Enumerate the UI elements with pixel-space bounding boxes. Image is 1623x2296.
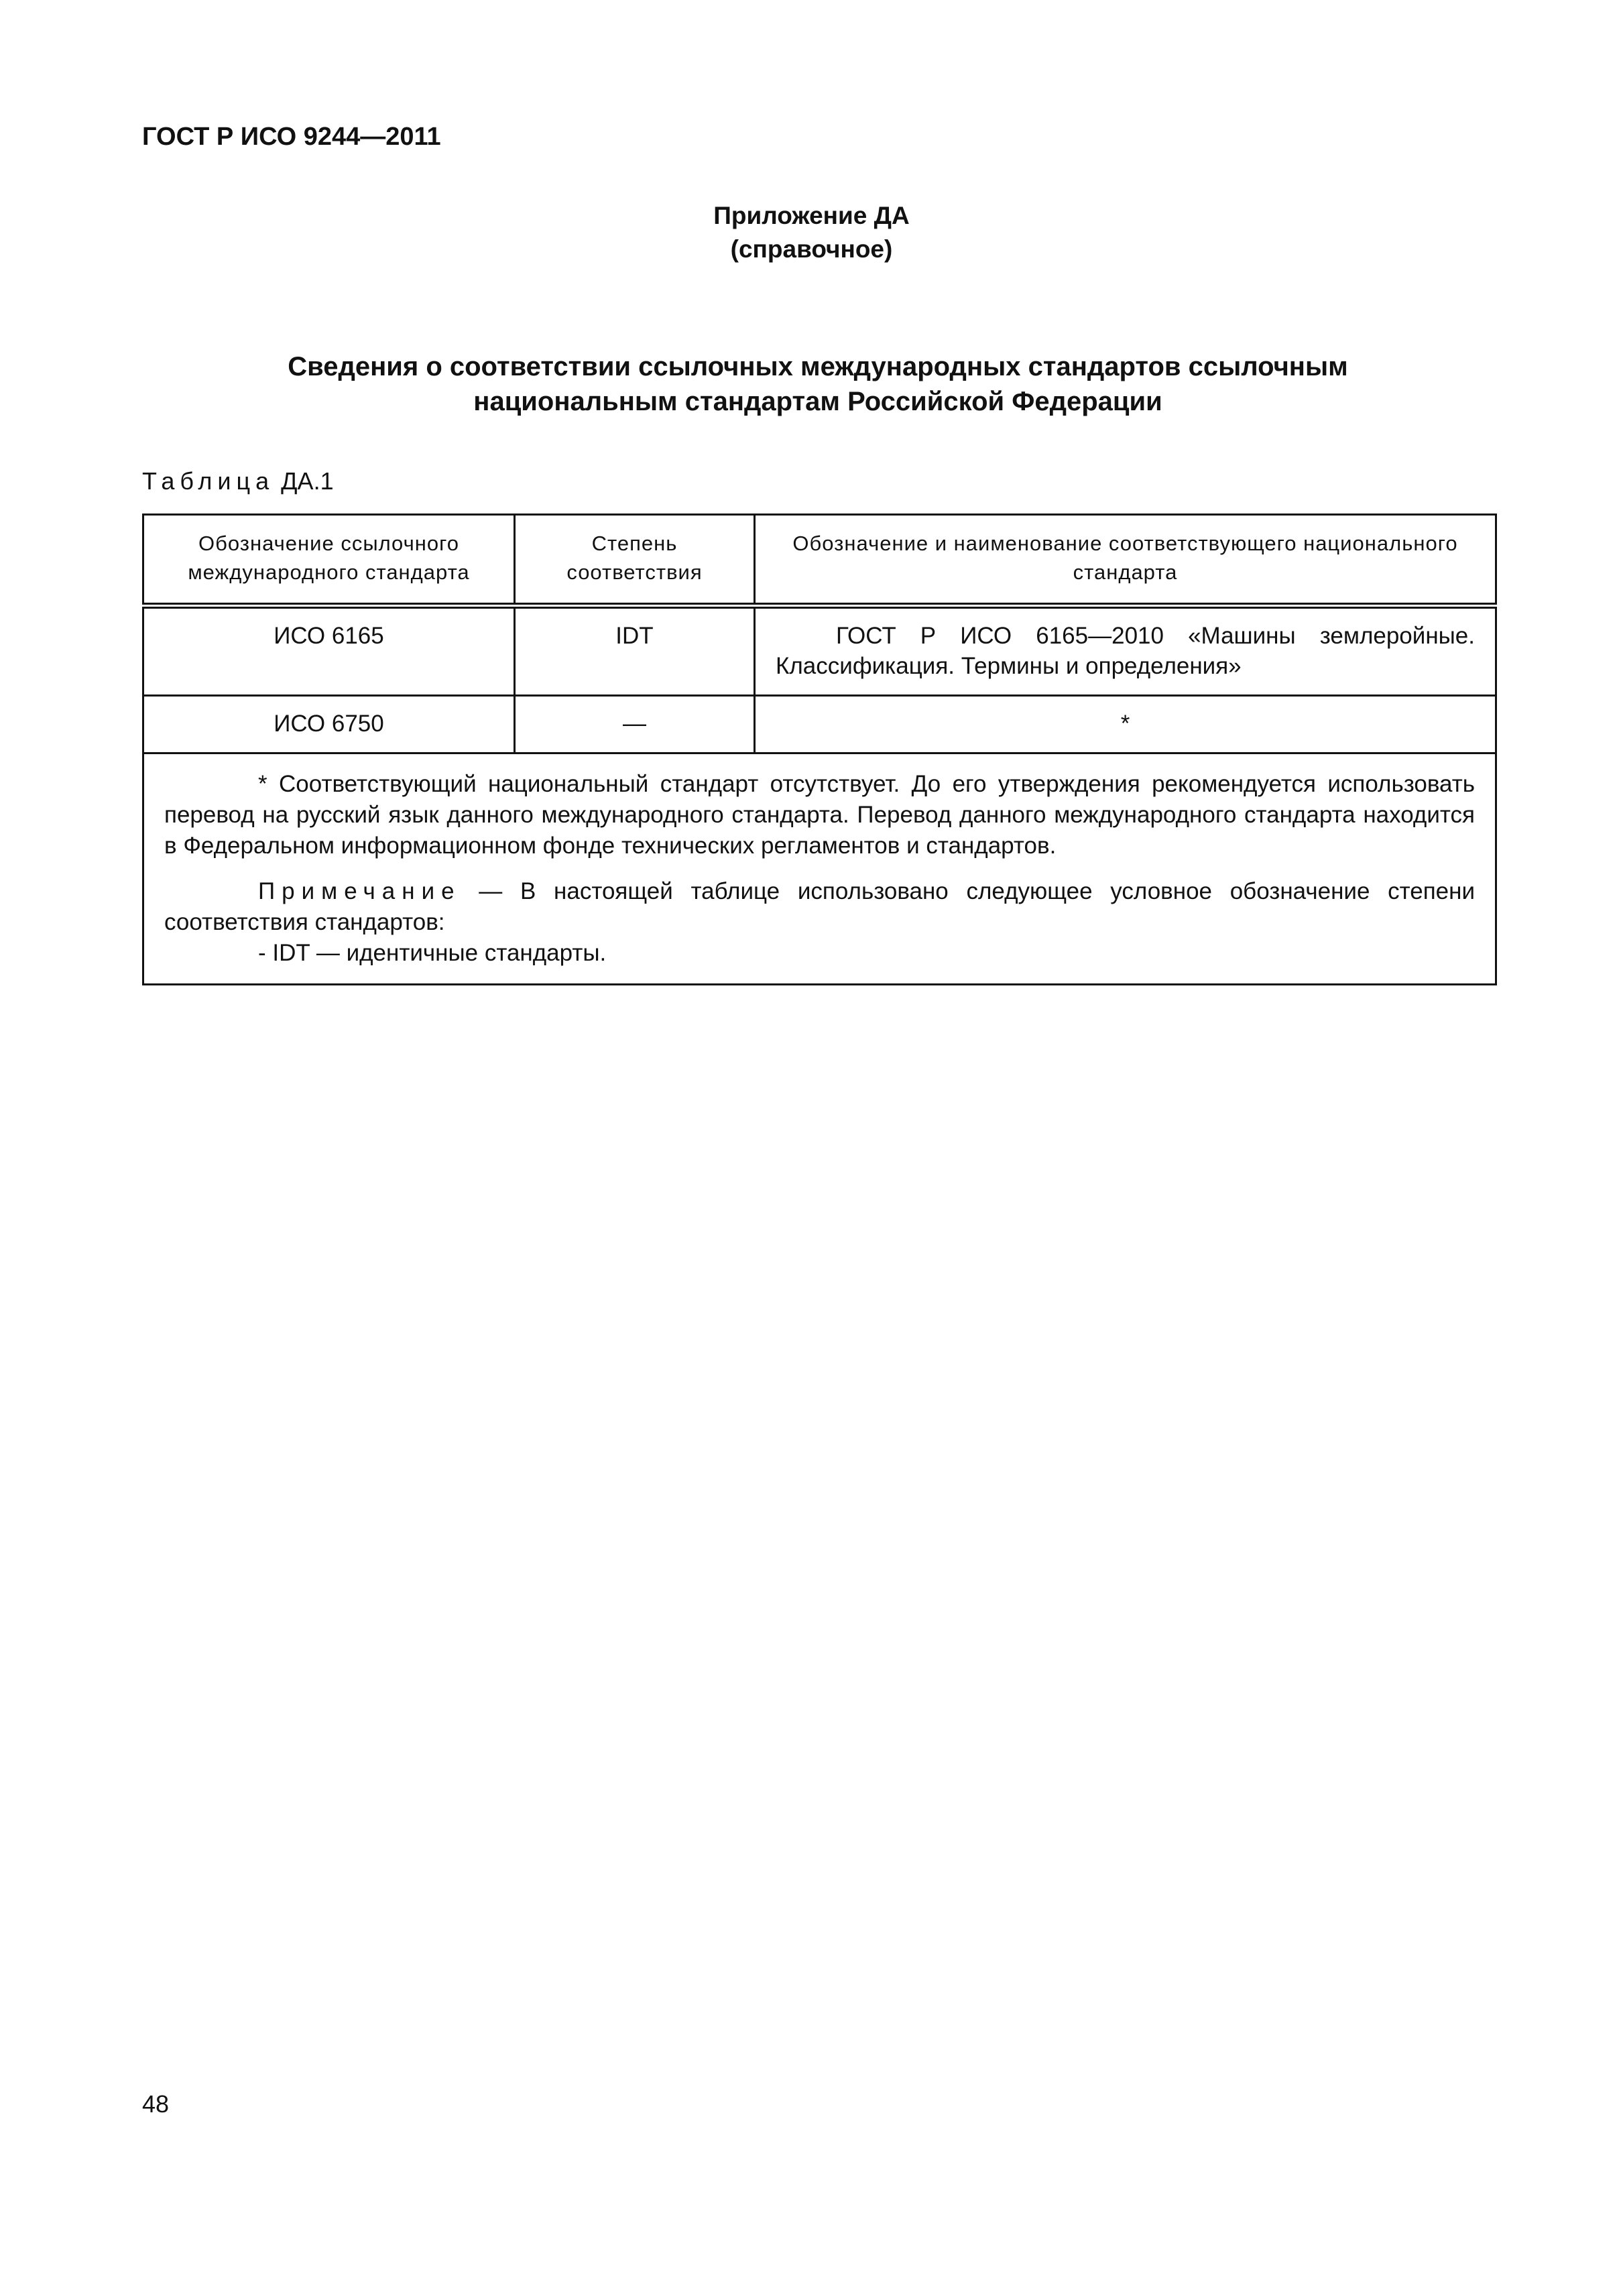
note-text: — В настоящей таблице использовано следующее условное обозначение степени соответствия стандартов: <box>164 878 1475 935</box>
appendix-title: Приложение ДА <box>713 202 910 229</box>
table-note <box>164 876 1475 938</box>
column-header-degree: Степень соответствия <box>515 515 755 606</box>
cell-degree: IDT <box>515 606 755 696</box>
note-item: - IDT — идентичные стандарты. <box>258 940 607 966</box>
section-title-line2: национальным стандартам Российской Федерации <box>473 387 1162 416</box>
column-header-intl-standard: Обозначение ссылочного международного стандарта <box>143 515 515 606</box>
table-row <box>143 696 1496 753</box>
appendix-type: (справочное) <box>730 235 893 263</box>
table-row <box>143 606 1496 696</box>
table-footnote-cell <box>143 753 1496 985</box>
note-label: Примечание <box>258 878 461 904</box>
column-header-national-standard: Обозначение и наименование соответствующего национального стандарта <box>755 515 1496 606</box>
table-caption-word: Таблица <box>142 467 275 495</box>
table-caption-number: ДА.1 <box>281 467 334 495</box>
appendix-heading <box>0 199 1623 266</box>
table-header-row <box>143 515 1496 606</box>
cell-degree: — <box>515 696 755 753</box>
cell-national-standard: ГОСТ Р ИСО 6165—2010 «Машины землеройные. Классификация. Термины и определения» <box>755 606 1496 696</box>
cell-national-standard: * <box>755 696 1496 753</box>
table-footnote-row <box>143 753 1496 985</box>
section-title-line1: Сведения о соответствии ссылочных международных стандартов ссылочным <box>288 352 1348 381</box>
footnote-text: * Соответствующий национальный стандарт отсутствует. До его утверждения рекомендуется использовать перевод на русский язык данного международного стандарта. Перевод данного международного стандарта находится в Федеральном информационном фонде технических регламентов и стандартов. <box>164 771 1475 859</box>
cell-intl-standard: ИСО 6165 <box>143 606 515 696</box>
document-code-header: ГОСТ Р ИСО 9244—2011 <box>142 123 441 151</box>
table-caption <box>142 467 334 495</box>
section-title <box>142 349 1494 419</box>
cell-intl-standard: ИСО 6750 <box>143 696 515 753</box>
standards-correspondence-table <box>142 513 1497 985</box>
page-number: 48 <box>142 2090 170 2118</box>
